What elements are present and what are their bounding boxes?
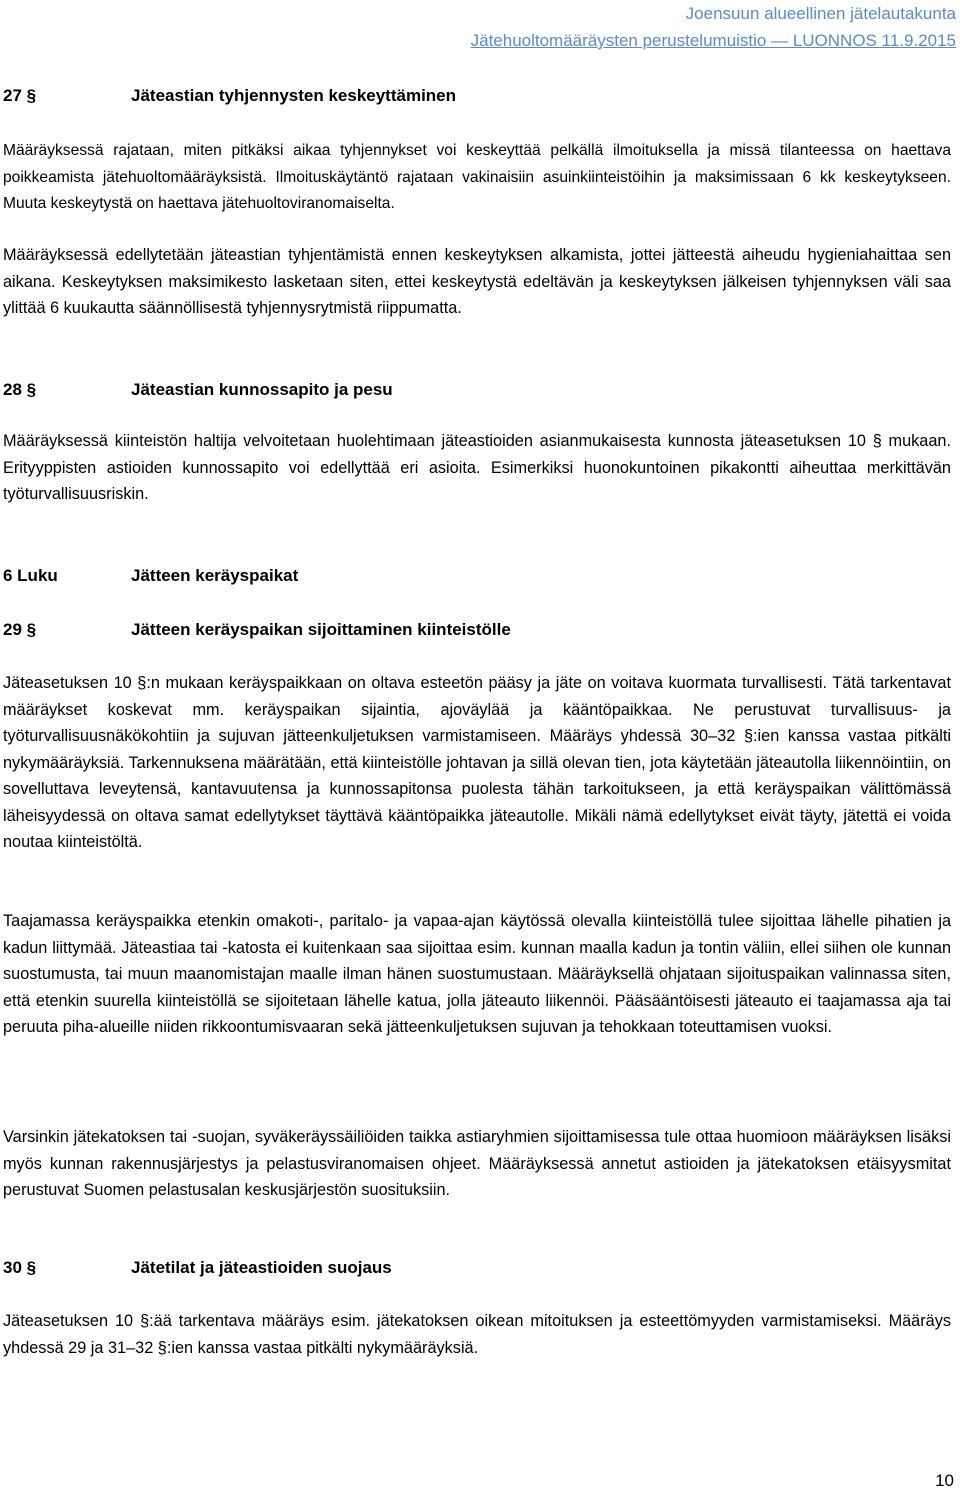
paragraph: Määräyksessä kiinteistön haltija velvoitetaan huolehtimaan jäteastioiden asianmukaisesta kunnosta jäteasetuksen 10 § mukaan. Erityyppisten astioiden kunnossapito voi edellyttää eri asioita. Esimerkiksi huonokuntoinen pikakontti aiheuttaa merkittävän työturvallisuusriskin. xyxy=(3,432,951,503)
section-number: 28 § xyxy=(3,380,37,399)
section-title: Jäteastian tyhjennysten keskeyttäminen xyxy=(131,86,457,105)
chapter-title: Jätteen keräyspaikat xyxy=(131,566,299,585)
paragraph: Varsinkin jätekatoksen tai -suojan, syväkeräyssäiliöiden taikka astiaryhmien sijoittamisessa tule ottaa huomioon määräyksen lisäksi myös kunnan rakennusjärjestys ja pelastusviranomaisen ohjeet. Määräyksessä annetut astioiden ja jätekatoksen etäisyysmitat perustuvat Suomen pelastusalan keskusjärjestön suosituksiin. xyxy=(3,1128,951,1199)
header-organization: Joensuun alueellinen jätelautakunta xyxy=(685,4,956,23)
section-heading-27 xyxy=(3,84,456,108)
paragraph: Määräyksessä rajataan, miten pitkäksi aikaa tyhjennykset voi keskeyttää pelkällä ilmoituksella ja missä tilanteessa on haettava poikkeamista jätehuoltomääräyksistä. Ilmoituskäytäntö rajataan vakinaisiin asuinkiinteistöihin ja maksimissaan 6 kk keskeytykseen. Muuta keskeytystä on haettava jätehuoltoviranomaiselta. xyxy=(3,142,951,212)
header-document-title: Jätehuoltomääräysten perustelumuistio — LUONNOS 11.9.2015 xyxy=(470,31,956,50)
section-title: Jätetilat ja jäteastioiden suojaus xyxy=(131,1258,392,1277)
section-heading-30 xyxy=(3,1256,392,1280)
chapter-heading-6 xyxy=(3,564,298,588)
chapter-number: 6 Luku xyxy=(3,566,58,585)
paragraph: Määräyksessä edellytetään jäteastian tyhjentämistä ennen keskeytyksen alkamista, jottei jätteestä aiheudu hygieniahaittaa sen aikana. Keskeytyksen maksimikesto lasketaan siten, ettei keskeytystä edeltävän ja keskeytyksen jälkeisen tyhjennyksen väli saa ylittää 6 kuukautta säännöllisestä tyhjennysrytmistä riippumatta. xyxy=(3,246,951,317)
section-title: Jätteen keräyspaikan sijoittaminen kiinteistölle xyxy=(131,620,511,639)
paragraph: Jäteasetuksen 10 §:n mukaan keräyspaikkaan on oltava esteetön pääsy ja jäte on voitava kuormata turvallisesti. Tätä tarkentavat määräykset koskevat mm. keräyspaikan sijaintia, ajoväylää ja kääntöpaikkaa. Ne perustuvat turvallisuus- ja työturvallisuusnäkökohtiin ja sujuvan jätteenkuljetuksen varmistamiseen. Määräys yhdessä 30‒32 §:ien kanssa vastaa pitkälti nykymääräyksiä. Tarkennuksena määrätään, että kiinteistölle johtavan ja sillä olevan tien, jota käytetään jäteautolla liikennöintiin, on sovelluttava leveytensä, kantavuutensa ja kunnossapitonsa puolesta tähän tarkoitukseen, ja että keräyspaikan välittömässä läheisyydessä on oltava samat edellytykset täyttävä kääntöpaikka jäteautolle. Mikäli nämä edellytykset eivät täyty, jätettä ei voida noutaa kiinteistöltä. xyxy=(3,674,951,851)
section-number: 29 § xyxy=(3,620,37,639)
paragraph: Jäteasetuksen 10 §:ää tarkentava määräys esim. jätekatoksen oikean mitoituksen ja esteettömyyden varmistamiseksi. Määräys yhdessä 29 ja 31‒32 §:ien kanssa vastaa pitkälti nykymääräyksiä. xyxy=(3,1312,951,1357)
section-number: 27 § xyxy=(3,86,37,105)
page-number: 10 xyxy=(935,1471,954,1490)
page-header xyxy=(471,0,956,54)
section-title: Jäteastian kunnossapito ja pesu xyxy=(131,380,393,399)
section-heading-29 xyxy=(3,618,511,642)
section-number: 30 § xyxy=(3,1258,37,1277)
paragraph: Taajamassa keräyspaikka etenkin omakoti-, paritalo- ja vapaa-ajan käytössä olevalla kiinteistöllä tulee sijoittaa lähelle pihatien ja kadun liittymää. Jäteastiaa tai -katosta ei kuitenkaan saa sijoittaa esim. kunnan maalla kadun ja tontin väliin, ellei siihen ole kunnan suostumusta, tai muun maanomistajan maalle ilman hänen suostumustaan. Määräyksellä ohjataan sijoituspaikan valinnassa siten, että etenkin suurella kiinteistöllä se sijoitetaan lähelle katua, jolla jäteauto liikennöi. Pääsääntöisesti jäteauto ei taajamassa aja tai peruuta piha-alueille niiden rikkoontumisvaaran sekä jätteenkuljetuksen sujuvan ja tehokkaan toteuttamisen vuoksi. xyxy=(3,912,951,1036)
section-heading-28 xyxy=(3,378,393,402)
